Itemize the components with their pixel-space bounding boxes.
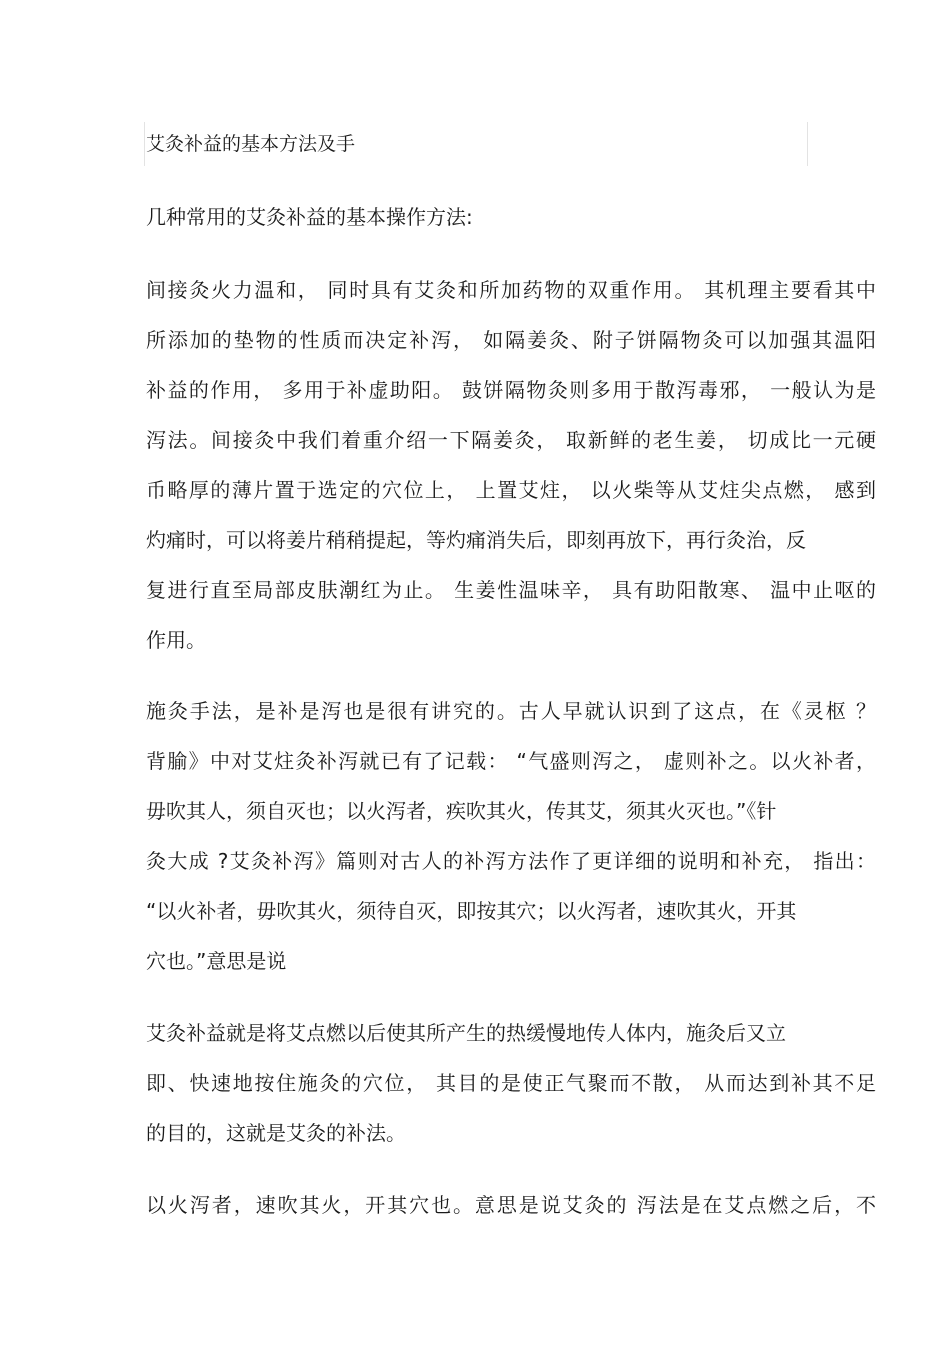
paragraph-line: 毋吹其人，须自灭也；以火泻者，疾吹其火，传其艾，须其火灭也。”《针 — [146, 799, 777, 823]
paragraph-line: 的目的，这就是艾灸的补法。 — [146, 1121, 406, 1145]
paragraph-line: 即、快速地按住施灸的穴位， 其目的是使正气聚而不散， 从而达到补其不足 — [146, 1071, 876, 1095]
paragraph-reduce-method — [146, 1180, 876, 1230]
paragraph-line: 灸大成 ?艾灸补泻》篇则对古人的补泻方法作了更详细的说明和补充， 指出： — [146, 849, 876, 873]
section-heading: 几种常用的艾灸补益的基本操作方法: — [146, 205, 473, 229]
paragraph-tonify-method — [146, 1008, 876, 1158]
paragraph-technique — [146, 686, 876, 986]
paragraph-indirect-moxibustion — [146, 265, 876, 665]
paragraph-line: “以火补者，毋吹其火，须待自灭，即按其穴；以火泻者，速吹其火，开其 — [146, 899, 797, 923]
paragraph-line: 灼痛时，可以将姜片稍稍提起，等灼痛消失后，即刻再放下，再行灸治，反 — [146, 528, 806, 552]
paragraph-line: 穴也。”意思是说 — [146, 949, 287, 973]
paragraph-line: 所添加的垫物的性质而决定补泻， 如隔姜灸、附子饼隔物灸可以加强其温阳 — [146, 328, 876, 352]
document-title: 艾灸补益的基本方法及手 — [146, 133, 356, 155]
paragraph-line: 间接灸火力温和， 同时具有艾灸和所加药物的双重作用。 其机理主要看其中 — [146, 278, 876, 302]
paragraph-line: 施灸手法，是补是泻也是很有讲究的。古人早就认识到了这点，在《灵枢 ？ — [146, 699, 876, 723]
paragraph-line: 作用。 — [146, 628, 206, 652]
paragraph-line: 币略厚的薄片置于选定的穴位上， 上置艾炷， 以火柴等从艾炷尖点燃， 感到 — [146, 478, 876, 502]
paragraph-line: 以火泻者，速吹其火，开其穴也。意思是说艾灸的 泻法是在艾点燃之后，不 — [146, 1193, 876, 1217]
paragraph-line: 艾灸补益就是将艾点燃以后使其所产生的热缓慢地传人体内，施灸后又立 — [146, 1021, 786, 1045]
paragraph-line: 复进行直至局部皮肤潮红为止。 生姜性温味辛， 具有助阳散寒、 温中止呕的 — [146, 578, 876, 602]
paragraph-line: 补益的作用， 多用于补虚助阳。 鼓饼隔物灸则多用于散泻毒邪， 一般认为是 — [146, 378, 876, 402]
paragraph-line: 泻法。间接灸中我们着重介绍一下隔姜灸， 取新鲜的老生姜， 切成比一元硬 — [146, 428, 876, 452]
paragraph-line: 背腧》中对艾炷灸补泻就已有了记载： “气盛则泻之， 虚则补之。以火补者， — [146, 749, 876, 773]
